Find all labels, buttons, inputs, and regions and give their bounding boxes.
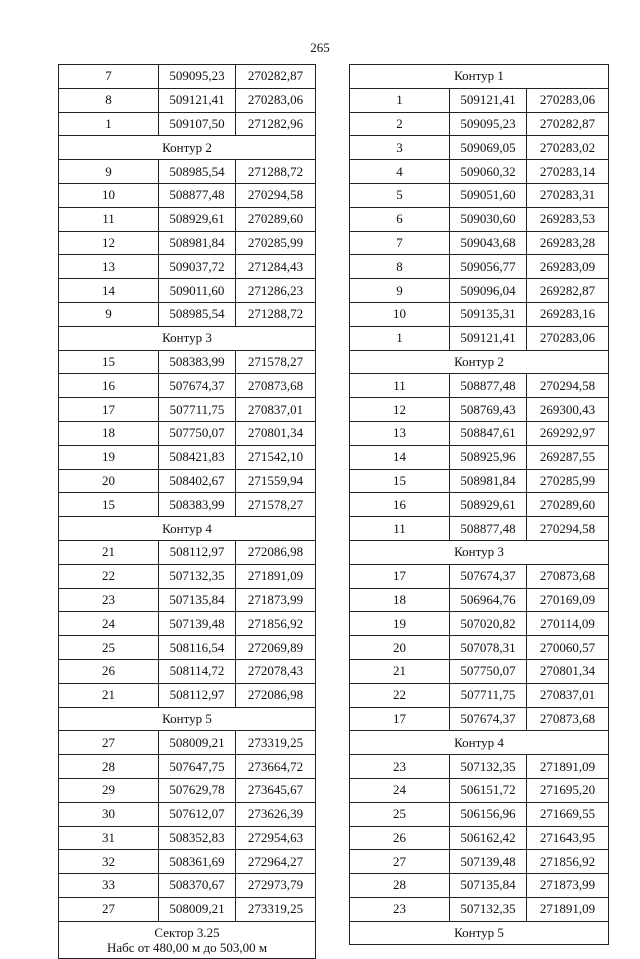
coordinate-row [59,636,316,660]
coordinate-row [350,874,609,898]
y-coordinate-cell: 269300,43 [527,398,609,422]
x-coordinate-cell: 509121,41 [450,326,527,350]
y-coordinate-cell: 271288,72 [236,302,316,326]
point-number-cell: 27 [350,850,450,874]
x-coordinate-cell: 509060,32 [450,160,527,184]
point-number-cell: 8 [59,88,159,112]
point-number-cell: 12 [350,398,450,422]
x-coordinate-cell: 508929,61 [159,207,236,231]
y-coordinate-cell: 271542,10 [236,445,316,469]
y-coordinate-cell: 271695,20 [527,778,609,802]
point-number-cell: 21 [350,659,450,683]
point-number-cell: 8 [350,255,450,279]
x-coordinate-cell: 508421,83 [159,445,236,469]
point-number-cell: 25 [59,636,159,660]
point-number-cell: 10 [59,183,159,207]
y-coordinate-cell: 270283,06 [236,88,316,112]
y-coordinate-cell: 269287,55 [527,445,609,469]
point-number-cell: 16 [350,493,450,517]
x-coordinate-cell: 507711,75 [450,683,527,707]
contour-header-row [350,921,609,945]
y-coordinate-cell: 270801,34 [527,659,609,683]
point-number-cell: 32 [59,850,159,874]
contour-header-row [350,540,609,564]
coordinate-row [350,445,609,469]
contour-header-row [59,707,316,731]
y-coordinate-cell: 270873,68 [527,564,609,588]
coordinate-row [350,160,609,184]
contour-label: Контур 2 [59,136,316,160]
y-coordinate-cell: 272973,79 [236,874,316,898]
point-number-cell: 21 [59,540,159,564]
point-number-cell: 20 [59,469,159,493]
coordinate-row [350,588,609,612]
y-coordinate-cell: 270873,68 [527,707,609,731]
coordinate-row [59,659,316,683]
y-coordinate-cell: 270282,87 [236,65,316,89]
x-coordinate-cell: 509011,60 [159,279,236,303]
contour-label: Контур 4 [59,517,316,541]
coordinate-row [59,445,316,469]
x-coordinate-cell: 507139,48 [450,850,527,874]
x-coordinate-cell: 507711,75 [159,398,236,422]
y-coordinate-cell: 270169,09 [527,588,609,612]
x-coordinate-cell: 508981,84 [450,469,527,493]
y-coordinate-cell: 270801,34 [236,421,316,445]
coordinate-row [59,398,316,422]
x-coordinate-cell: 506151,72 [450,778,527,802]
coordinate-row [350,255,609,279]
x-coordinate-cell: 508370,67 [159,874,236,898]
point-number-cell: 26 [59,659,159,683]
x-coordinate-cell: 509107,50 [159,112,236,136]
coordinate-row [59,683,316,707]
x-coordinate-cell: 508925,96 [450,445,527,469]
x-coordinate-cell: 507629,78 [159,778,236,802]
sector-footer-line: Набс от 480,00 м до 503,00 м [106,939,268,955]
point-number-cell: 30 [59,802,159,826]
y-coordinate-cell: 271856,92 [236,612,316,636]
sector-footer-line: Сектор 3.25 [154,924,220,940]
coordinate-row [59,374,316,398]
y-coordinate-cell: 270114,09 [527,612,609,636]
point-number-cell: 23 [350,897,450,921]
coordinate-row [350,88,609,112]
y-coordinate-cell: 272086,98 [236,540,316,564]
coordinate-row [59,65,316,89]
point-number-cell: 15 [59,493,159,517]
x-coordinate-cell: 507674,37 [450,564,527,588]
point-number-cell: 13 [59,255,159,279]
y-coordinate-cell: 270283,14 [527,160,609,184]
x-coordinate-cell: 507135,84 [450,874,527,898]
point-number-cell: 17 [350,707,450,731]
point-number-cell: 22 [350,683,450,707]
x-coordinate-cell: 507135,84 [159,588,236,612]
point-number-cell: 5 [350,183,450,207]
coordinate-row [350,897,609,921]
point-number-cell: 4 [350,160,450,184]
x-coordinate-cell: 508847,61 [450,421,527,445]
point-number-cell: 26 [350,826,450,850]
point-number-cell: 18 [350,588,450,612]
coordinate-row [59,540,316,564]
x-coordinate-cell: 509043,68 [450,231,527,255]
coordinate-row [59,469,316,493]
coordinate-row [59,612,316,636]
coordinates-table-left [58,64,316,959]
x-coordinate-cell: 507132,35 [450,755,527,779]
point-number-cell: 23 [59,588,159,612]
point-number-cell: 24 [350,778,450,802]
coordinate-row [59,826,316,850]
coordinate-row [350,707,609,731]
coordinate-row [350,112,609,136]
y-coordinate-cell: 269283,28 [527,231,609,255]
sector-footer-row [59,921,316,958]
coordinate-row [350,302,609,326]
coordinate-row [59,255,316,279]
coordinate-row [59,302,316,326]
x-coordinate-cell: 508985,54 [159,160,236,184]
x-coordinate-cell: 509095,23 [450,112,527,136]
coordinate-row [350,612,609,636]
contour-header-row [59,326,316,350]
point-number-cell: 19 [59,445,159,469]
y-coordinate-cell: 270294,58 [527,374,609,398]
x-coordinate-cell: 508877,48 [450,374,527,398]
point-number-cell: 16 [59,374,159,398]
x-coordinate-cell: 507020,82 [450,612,527,636]
y-coordinate-cell: 271873,99 [527,874,609,898]
coordinate-row [350,231,609,255]
x-coordinate-cell: 509135,31 [450,302,527,326]
point-number-cell: 22 [59,564,159,588]
contour-label: Контур 1 [350,65,609,89]
y-coordinate-cell: 272078,43 [236,659,316,683]
x-coordinate-cell: 506162,42 [450,826,527,850]
y-coordinate-cell: 270283,06 [527,326,609,350]
point-number-cell: 9 [59,302,159,326]
x-coordinate-cell: 508114,72 [159,659,236,683]
x-coordinate-cell: 508985,54 [159,302,236,326]
x-coordinate-cell: 509051,60 [450,183,527,207]
coordinate-row [350,136,609,160]
x-coordinate-cell: 507132,35 [159,564,236,588]
x-coordinate-cell: 508383,99 [159,350,236,374]
point-number-cell: 11 [59,207,159,231]
y-coordinate-cell: 272069,89 [236,636,316,660]
coordinate-row [350,850,609,874]
contour-header-row [350,350,609,374]
point-number-cell: 31 [59,826,159,850]
contour-label: Контур 5 [59,707,316,731]
point-number-cell: 1 [350,326,450,350]
y-coordinate-cell: 270282,87 [527,112,609,136]
y-coordinate-cell: 271669,55 [527,802,609,826]
x-coordinate-cell: 507750,07 [159,421,236,445]
x-coordinate-cell: 508383,99 [159,493,236,517]
coordinate-row [59,778,316,802]
y-coordinate-cell: 272954,63 [236,826,316,850]
y-coordinate-cell: 270283,31 [527,183,609,207]
y-coordinate-cell: 270294,58 [527,517,609,541]
x-coordinate-cell: 508112,97 [159,540,236,564]
coordinate-row [59,850,316,874]
y-coordinate-cell: 270285,99 [527,469,609,493]
point-number-cell: 7 [59,65,159,89]
x-coordinate-cell: 508009,21 [159,897,236,921]
point-number-cell: 17 [350,564,450,588]
coordinates-table-right [349,64,609,945]
y-coordinate-cell: 270837,01 [527,683,609,707]
y-coordinate-cell: 271891,09 [527,897,609,921]
y-coordinate-cell: 273664,72 [236,755,316,779]
point-number-cell: 2 [350,112,450,136]
y-coordinate-cell: 271891,09 [527,755,609,779]
point-number-cell: 18 [59,421,159,445]
y-coordinate-cell: 272964,27 [236,850,316,874]
x-coordinate-cell: 509095,23 [159,65,236,89]
x-coordinate-cell: 509121,41 [159,88,236,112]
coordinate-row [59,493,316,517]
x-coordinate-cell: 508402,67 [159,469,236,493]
x-coordinate-cell: 508981,84 [159,231,236,255]
point-number-cell: 33 [59,874,159,898]
point-number-cell: 15 [350,469,450,493]
y-coordinate-cell: 271856,92 [527,850,609,874]
x-coordinate-cell: 507078,31 [450,636,527,660]
y-coordinate-cell: 269292,97 [527,421,609,445]
y-coordinate-cell: 269282,87 [527,279,609,303]
coordinate-row [59,731,316,755]
y-coordinate-cell: 270294,58 [236,183,316,207]
x-coordinate-cell: 508361,69 [159,850,236,874]
y-coordinate-cell: 271288,72 [236,160,316,184]
x-coordinate-cell: 506964,76 [450,588,527,612]
coordinate-row [350,778,609,802]
point-number-cell: 1 [350,88,450,112]
x-coordinate-cell: 507132,35 [450,897,527,921]
y-coordinate-cell: 271559,94 [236,469,316,493]
coordinate-row [59,755,316,779]
contour-label: Контур 4 [350,731,609,755]
y-coordinate-cell: 272086,98 [236,683,316,707]
y-coordinate-cell: 271578,27 [236,493,316,517]
point-number-cell: 29 [59,778,159,802]
x-coordinate-cell: 508009,21 [159,731,236,755]
coordinate-row [59,897,316,921]
coordinate-row [350,469,609,493]
coordinate-row [350,326,609,350]
y-coordinate-cell: 271578,27 [236,350,316,374]
coordinate-row [59,350,316,374]
coordinate-row [350,183,609,207]
point-number-cell: 23 [350,755,450,779]
x-coordinate-cell: 509096,04 [450,279,527,303]
y-coordinate-cell: 270289,60 [236,207,316,231]
y-coordinate-cell: 271873,99 [236,588,316,612]
x-coordinate-cell: 508877,48 [450,517,527,541]
coordinate-row [350,755,609,779]
x-coordinate-cell: 508112,97 [159,683,236,707]
coordinate-row [59,802,316,826]
coordinate-row [59,207,316,231]
coordinate-row [350,517,609,541]
x-coordinate-cell: 507750,07 [450,659,527,683]
y-coordinate-cell: 273319,25 [236,897,316,921]
y-coordinate-cell: 269283,09 [527,255,609,279]
point-number-cell: 28 [350,874,450,898]
coordinate-row [350,374,609,398]
point-number-cell: 6 [350,207,450,231]
contour-header-row [59,136,316,160]
point-number-cell: 14 [350,445,450,469]
point-number-cell: 3 [350,136,450,160]
x-coordinate-cell: 507139,48 [159,612,236,636]
x-coordinate-cell: 508877,48 [159,183,236,207]
y-coordinate-cell: 273645,67 [236,778,316,802]
coordinate-row [350,493,609,517]
contour-header-row [350,731,609,755]
point-number-cell: 11 [350,517,450,541]
contour-label: Контур 3 [350,540,609,564]
coordinate-row [59,874,316,898]
y-coordinate-cell: 271643,95 [527,826,609,850]
x-coordinate-cell: 509037,72 [159,255,236,279]
page-number: 265 [310,40,330,55]
point-number-cell: 13 [350,421,450,445]
x-coordinate-cell: 509069,05 [450,136,527,160]
point-number-cell: 21 [59,683,159,707]
y-coordinate-cell: 269283,16 [527,302,609,326]
contour-label: Контур 3 [59,326,316,350]
y-coordinate-cell: 271286,23 [236,279,316,303]
y-coordinate-cell: 270283,02 [527,136,609,160]
coordinate-row [59,588,316,612]
point-number-cell: 12 [59,231,159,255]
coordinate-row [59,183,316,207]
coordinate-row [59,88,316,112]
point-number-cell: 1 [59,112,159,136]
y-coordinate-cell: 270289,60 [527,493,609,517]
point-number-cell: 24 [59,612,159,636]
y-coordinate-cell: 269283,53 [527,207,609,231]
coordinate-row [350,683,609,707]
point-number-cell: 25 [350,802,450,826]
point-number-cell: 11 [350,374,450,398]
y-coordinate-cell: 271891,09 [236,564,316,588]
y-coordinate-cell: 270285,99 [236,231,316,255]
x-coordinate-cell: 508116,54 [159,636,236,660]
y-coordinate-cell: 273319,25 [236,731,316,755]
coordinate-row [350,279,609,303]
coordinate-row [350,398,609,422]
coordinate-row [350,659,609,683]
x-coordinate-cell: 508929,61 [450,493,527,517]
coordinate-row [59,279,316,303]
contour-header-row [350,65,609,89]
y-coordinate-cell: 270060,57 [527,636,609,660]
coordinate-row [59,421,316,445]
coordinate-row [350,636,609,660]
coordinate-row [350,564,609,588]
x-coordinate-cell: 506156,96 [450,802,527,826]
coordinate-row [350,207,609,231]
point-number-cell: 17 [59,398,159,422]
x-coordinate-cell: 507674,37 [450,707,527,731]
x-coordinate-cell: 507674,37 [159,374,236,398]
x-coordinate-cell: 507612,07 [159,802,236,826]
y-coordinate-cell: 270837,01 [236,398,316,422]
point-number-cell: 28 [59,755,159,779]
x-coordinate-cell: 508352,83 [159,826,236,850]
point-number-cell: 27 [59,731,159,755]
y-coordinate-cell: 271282,96 [236,112,316,136]
coordinate-row [59,564,316,588]
coordinate-row [59,231,316,255]
x-coordinate-cell: 509030,60 [450,207,527,231]
x-coordinate-cell: 508769,43 [450,398,527,422]
contour-label: Контур 2 [350,350,609,374]
point-number-cell: 7 [350,231,450,255]
point-number-cell: 10 [350,302,450,326]
coordinate-row [350,826,609,850]
coordinate-row [59,160,316,184]
y-coordinate-cell: 271284,43 [236,255,316,279]
x-coordinate-cell: 509121,41 [450,88,527,112]
coordinate-row [59,112,316,136]
coordinate-row [350,421,609,445]
point-number-cell: 15 [59,350,159,374]
x-coordinate-cell: 507647,75 [159,755,236,779]
contour-header-row [59,517,316,541]
y-coordinate-cell: 273626,39 [236,802,316,826]
point-number-cell: 27 [59,897,159,921]
y-coordinate-cell: 270873,68 [236,374,316,398]
x-coordinate-cell: 509056,77 [450,255,527,279]
point-number-cell: 14 [59,279,159,303]
sector-footer [59,921,316,958]
contour-label: Контур 5 [350,921,609,945]
point-number-cell: 9 [350,279,450,303]
y-coordinate-cell: 270283,06 [527,88,609,112]
point-number-cell: 19 [350,612,450,636]
point-number-cell: 9 [59,160,159,184]
coordinate-row [350,802,609,826]
point-number-cell: 20 [350,636,450,660]
